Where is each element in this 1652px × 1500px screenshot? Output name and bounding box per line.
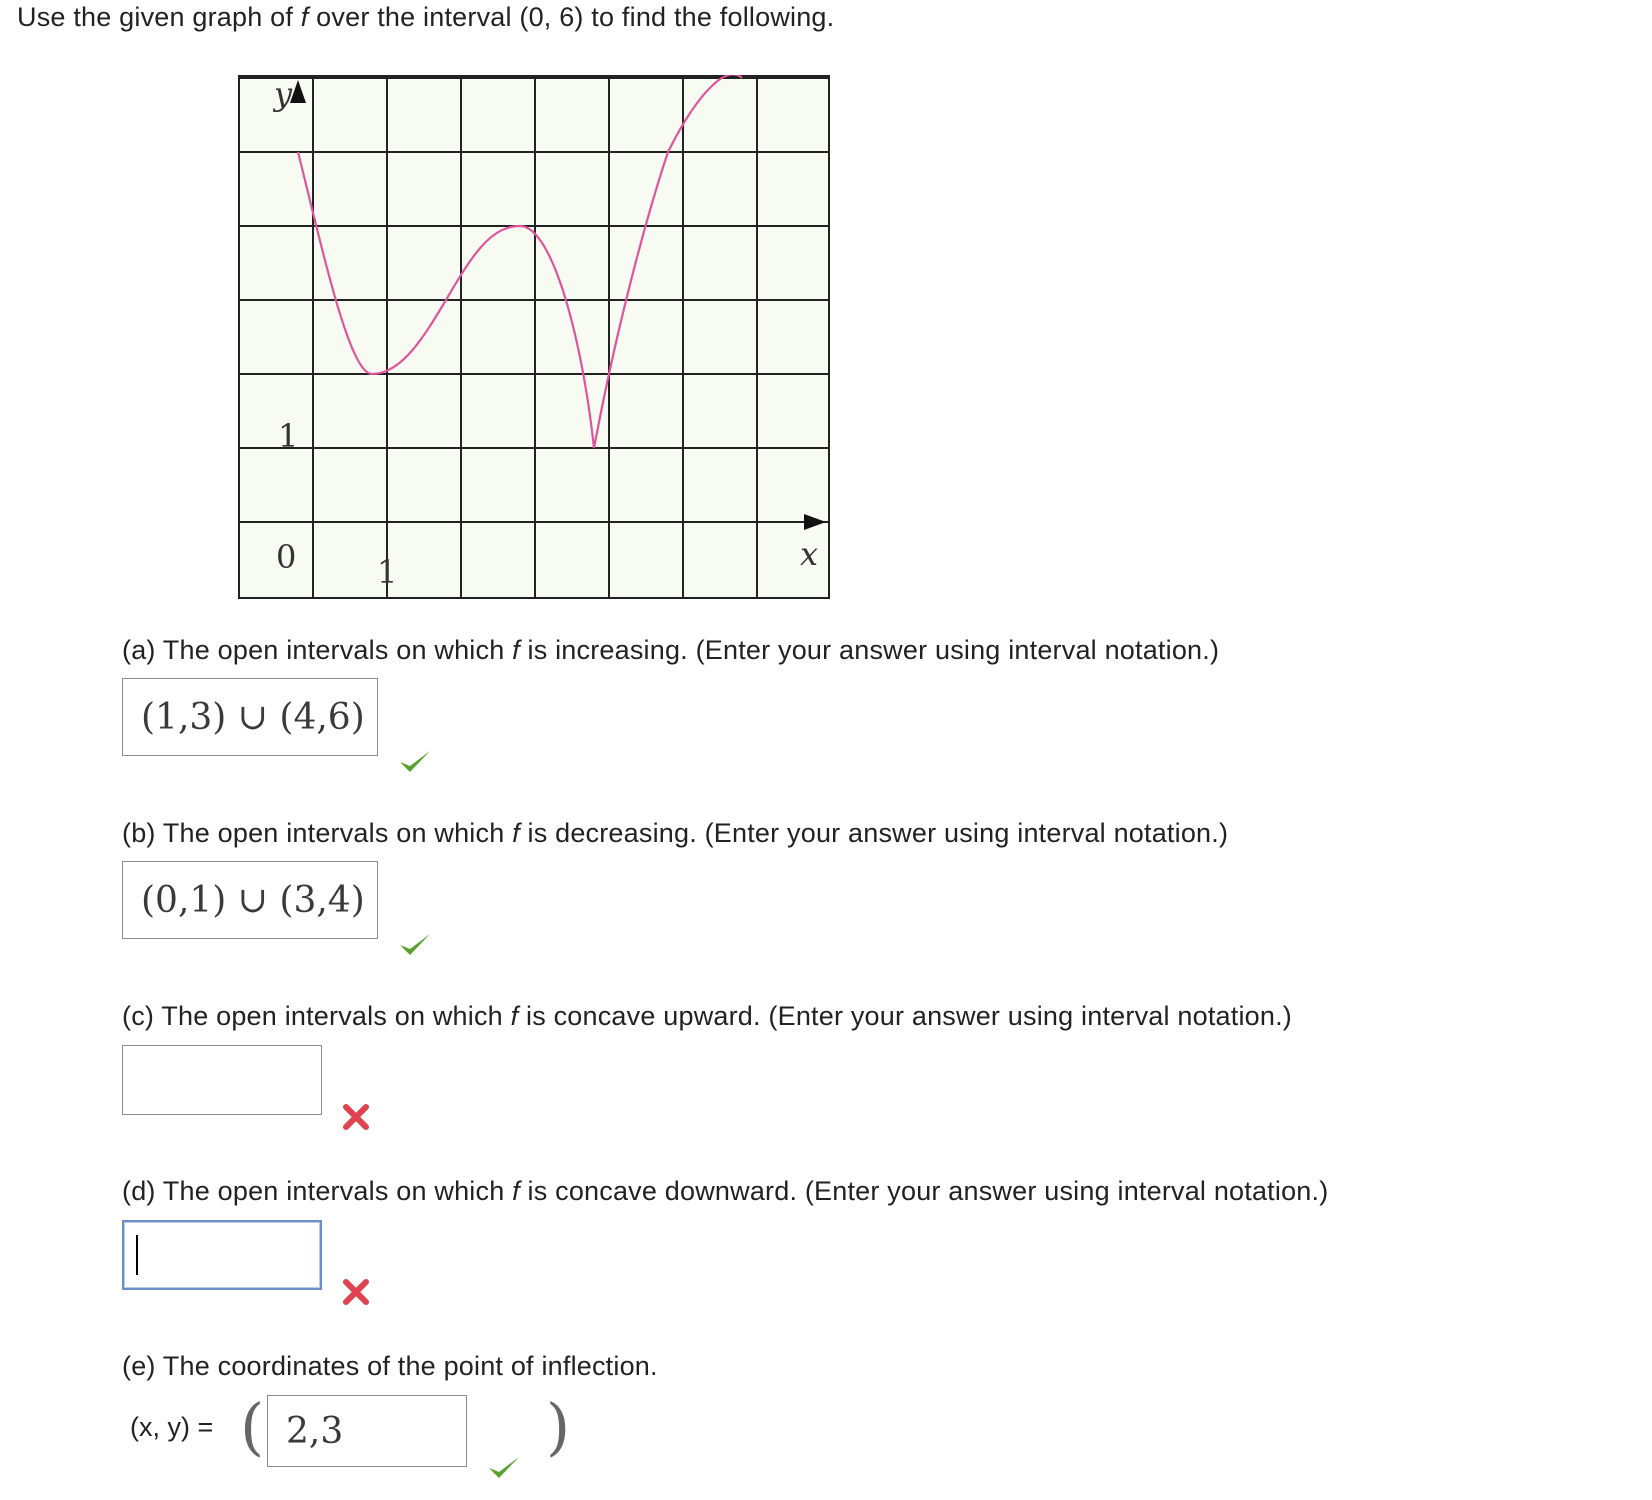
- problem-prompt: [17, 2, 834, 33]
- coordinate-prefix: (x, y) =: [130, 1412, 214, 1442]
- correct-check-icon: [487, 1453, 521, 1481]
- question-c-after: is concave upward. (Enter your answer using interval notation.): [518, 1001, 1292, 1031]
- question-d: [122, 1176, 1328, 1207]
- answer-b-value: (0,1) ∪ (3,4): [141, 879, 365, 921]
- close-paren: ): [546, 1390, 571, 1463]
- correct-check-icon: [398, 747, 432, 775]
- correct-check-icon: [398, 930, 432, 958]
- question-d-after: is concave downward. (Enter your answer using interval notation.): [519, 1176, 1329, 1206]
- question-b-before: (b) The open intervals on which: [122, 818, 513, 848]
- question-a-function: f: [512, 635, 520, 665]
- origin-label: 0: [276, 538, 297, 576]
- incorrect-x-icon: [341, 1102, 371, 1132]
- y-tick-label: 1: [278, 417, 299, 455]
- question-d-function: f: [512, 1176, 520, 1206]
- question-a-after: is increasing. (Enter your answer using interval notation.): [519, 635, 1220, 665]
- answer-a-value: (1,3) ∪ (4,6): [141, 696, 365, 738]
- answer-input-b[interactable]: [122, 861, 378, 939]
- prompt-text-before: Use the given graph of: [17, 2, 301, 32]
- y-axis-label: y: [274, 75, 293, 113]
- question-e: (e) The coordinates of the point of inflection.: [122, 1351, 658, 1381]
- answer-input-e[interactable]: [267, 1395, 467, 1467]
- question-d-before: (d) The open intervals on which: [122, 1176, 513, 1206]
- question-b-after: is decreasing. (Enter your answer using interval notation.): [519, 818, 1229, 848]
- x-axis-label: x: [800, 535, 819, 573]
- prompt-text-after: over the interval (0, 6) to find the following.: [308, 2, 835, 32]
- question-c: [122, 1001, 1292, 1032]
- answer-e-value: 2,3: [286, 1410, 344, 1452]
- incorrect-x-icon: [341, 1277, 371, 1307]
- question-a-before: (a) The open intervals on which: [122, 635, 513, 665]
- question-c-function: f: [510, 1001, 519, 1031]
- question-b-function: f: [512, 818, 520, 848]
- open-paren: (: [240, 1390, 265, 1463]
- function-graph: [238, 75, 830, 599]
- question-b: [122, 818, 1228, 849]
- x-tick-label: 1: [377, 553, 398, 591]
- answer-input-c[interactable]: [122, 1045, 322, 1115]
- question-c-before: (c) The open intervals on which: [122, 1001, 511, 1031]
- answer-input-d[interactable]: [122, 1220, 322, 1290]
- question-a: [122, 635, 1219, 666]
- answer-input-a[interactable]: [122, 678, 378, 756]
- prompt-function: f: [300, 2, 309, 32]
- text-cursor: [136, 1235, 138, 1275]
